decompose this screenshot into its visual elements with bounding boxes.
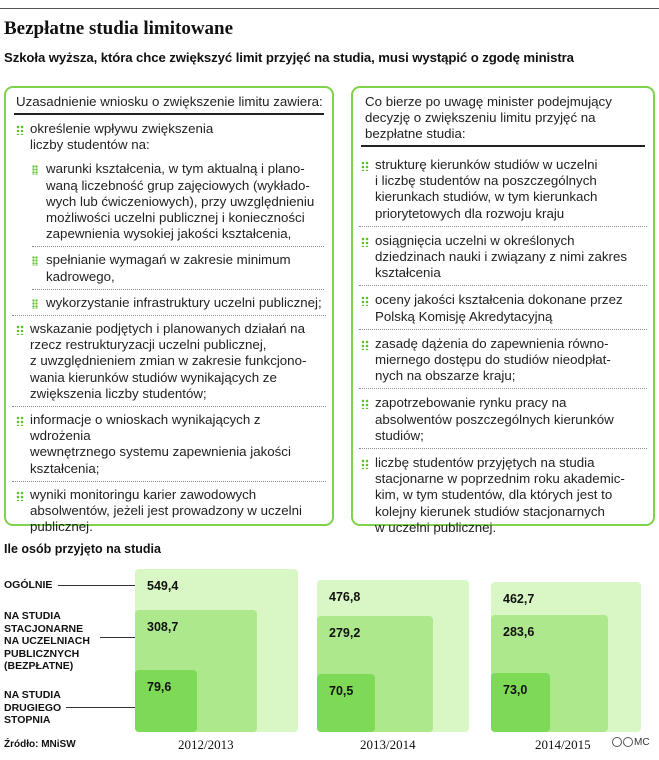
text-line: wewnętrznego systemu zapewnienia jakości bbox=[30, 444, 291, 460]
left-subitem-3 bbox=[32, 295, 324, 311]
text-line: PUBLICZNYCH bbox=[4, 647, 80, 660]
source-note: Źródło: MNiSW bbox=[4, 739, 76, 750]
text-line: możliwości uczelni publicznej i konieczności bbox=[46, 210, 305, 226]
divider bbox=[359, 448, 647, 449]
value-label: 308,7 bbox=[147, 619, 179, 634]
text-line: spełnianie wymagań w zakresie minimum bbox=[46, 252, 291, 268]
text-line: NA UCZELNIACH bbox=[4, 635, 90, 647]
divider bbox=[12, 481, 326, 482]
text-line: wych lub ćwiczeniowych), przy uwzględnieniu bbox=[46, 193, 315, 209]
right-item-5 bbox=[361, 395, 645, 444]
divider bbox=[32, 289, 324, 290]
text-line: decyzję o zwiększeniu limitu przyjęć na bbox=[365, 110, 596, 125]
text-line: stacjonarne w poprzednim roku akademic- bbox=[375, 471, 625, 487]
value-label: 279,2 bbox=[329, 625, 361, 640]
publisher-logo bbox=[612, 737, 650, 748]
text-line: NA STUDIA bbox=[4, 689, 61, 701]
text-line: NA STUDIA bbox=[4, 610, 61, 622]
text-line: STOPNIA bbox=[4, 714, 51, 726]
value-label: 70,5 bbox=[329, 683, 354, 698]
text-line: wskazanie podjętych i planowanych działań na bbox=[30, 321, 305, 337]
right-heading-rule bbox=[361, 145, 645, 147]
right-item-3 bbox=[361, 292, 645, 324]
text-line: Polską Komisję Akredytacyjną bbox=[375, 308, 553, 324]
sub-bullet-icon bbox=[32, 165, 38, 175]
left-subitem-2 bbox=[32, 252, 324, 284]
text-line: dziedzinach nauki i związany z nimi zakres bbox=[375, 249, 628, 265]
text-line: absolwentów, jeżeli jest prowadzony w uczelni bbox=[30, 503, 302, 519]
row-label-second bbox=[4, 689, 61, 727]
row-label-total bbox=[4, 579, 52, 592]
left-heading-rule bbox=[14, 113, 324, 115]
text-line: w uczelni publicznej. bbox=[375, 519, 497, 535]
text-line: wania kierunków studiów wynikających ze bbox=[30, 369, 277, 385]
divider bbox=[359, 226, 647, 227]
text-line: liczby studentów na: bbox=[30, 137, 150, 153]
text-line: nych na obszarze kraju; bbox=[375, 368, 516, 384]
bullet-icon bbox=[361, 399, 369, 409]
divider bbox=[359, 329, 647, 330]
page-subtitle: Szkoła wyższa, która chce zwiększyć limit przyjęć na studia, musi wystąpić o zgodę ministra bbox=[4, 50, 574, 65]
row-label-free bbox=[4, 610, 90, 673]
text-line: rzecz restrukturyzacji uczelni publicznej, bbox=[30, 337, 267, 353]
text-line: wyniki monitoringu karier zawodowych bbox=[30, 486, 257, 502]
year-label-2012: 2012/2013 bbox=[178, 737, 234, 752]
right-box-heading bbox=[353, 88, 653, 142]
connector-line bbox=[100, 637, 136, 638]
value-label: 73,0 bbox=[503, 682, 528, 697]
value-label: 79,6 bbox=[147, 679, 172, 694]
bullet-icon bbox=[361, 296, 369, 306]
text-line: kształcenia; bbox=[30, 460, 100, 476]
year-label-2014: 2014/2015 bbox=[535, 737, 591, 752]
text-line: z uwzględnieniem zmian w zakresie funkcjono- bbox=[30, 353, 307, 369]
text-line: warunki kształcenia, w tym aktualną i plano- bbox=[46, 161, 305, 177]
right-item-6 bbox=[361, 455, 645, 536]
left-item-2 bbox=[16, 321, 324, 402]
value-label: 283,6 bbox=[503, 624, 535, 639]
bullet-icon bbox=[361, 459, 369, 469]
text-line: oceny jakości kształcenia dokonane przez bbox=[375, 292, 623, 308]
square-second bbox=[317, 674, 375, 732]
logo-text: MC bbox=[634, 737, 650, 748]
text-line: strukturę kierunków studiów w uczelni bbox=[375, 157, 598, 172]
text-line: (BEZPŁATNE) bbox=[4, 660, 74, 672]
text-line: miernego dostępu do studiów nieodpłat- bbox=[375, 352, 611, 368]
text-line: kierunkach studiów, w tym kierunkach bbox=[375, 189, 598, 205]
copyright-circle-icon bbox=[623, 737, 633, 747]
left-item-1 bbox=[16, 121, 324, 153]
divider bbox=[32, 246, 324, 247]
square-second bbox=[491, 673, 550, 732]
text-line: kim, w tym studentów, dla których jest to bbox=[375, 487, 613, 503]
divider bbox=[12, 315, 326, 316]
year-label-2013: 2013/2014 bbox=[360, 737, 416, 752]
text-line: i liczbę studentów na poszczególnych bbox=[375, 173, 597, 189]
text-line: zapewnienia wysokiej jakości kształcenia, bbox=[46, 226, 292, 242]
connector-line bbox=[58, 585, 136, 586]
left-subitem-1 bbox=[32, 161, 324, 242]
text-line: bezpłatne studia: bbox=[365, 126, 466, 141]
text-line: OGÓLNIE bbox=[4, 579, 53, 591]
text-line: określenie wpływu zwiększenia bbox=[30, 121, 214, 136]
text-line: publicznej. bbox=[30, 519, 93, 535]
copyright-circle-icon bbox=[612, 737, 622, 747]
text-line: STACJONARNE bbox=[4, 622, 84, 635]
left-box-heading: Uzasadnienie wniosku o zwiększenie limitu zawiera: bbox=[16, 94, 323, 109]
chart-title: Ile osób przyjęto na studia bbox=[4, 542, 161, 556]
text-line: zasadę dążenia do zapewnienia równo- bbox=[375, 335, 609, 351]
text-line: kolejny kierunek studiów stacjonarnych bbox=[375, 503, 605, 519]
connector-line bbox=[66, 707, 136, 708]
bullet-icon bbox=[16, 416, 24, 426]
text-line: zapotrzebowanie rynku pracy na bbox=[375, 395, 567, 411]
right-info-box bbox=[351, 86, 655, 535]
left-item-3 bbox=[16, 412, 324, 477]
text-line: zwiększenia liczby studentów; bbox=[30, 385, 207, 401]
text-line: informacje o wnioskach wynikających z wdrożenia bbox=[30, 412, 261, 444]
value-label: 462,7 bbox=[503, 592, 535, 607]
divider bbox=[12, 406, 326, 407]
bullet-icon bbox=[361, 161, 369, 171]
text-line: wykorzystanie infrastruktury uczelni publicznej; bbox=[46, 294, 322, 310]
text-line: studiów; bbox=[375, 427, 424, 443]
left-info-box bbox=[4, 86, 334, 535]
sub-bullet-icon bbox=[32, 299, 38, 309]
bullet-icon bbox=[16, 125, 24, 135]
sub-bullet-icon bbox=[32, 256, 38, 266]
text-line: kształcenia bbox=[375, 265, 441, 281]
right-item-4 bbox=[361, 336, 645, 385]
bullet-icon bbox=[361, 340, 369, 350]
top-rule bbox=[0, 8, 659, 9]
bullet-icon bbox=[16, 325, 24, 335]
divider bbox=[359, 388, 647, 389]
text-line: Co bierze po uwagę minister podejmujący bbox=[365, 94, 612, 109]
text-line: kadrowego, bbox=[46, 268, 115, 284]
value-label: 476,8 bbox=[329, 590, 361, 605]
value-label: 549,4 bbox=[147, 579, 179, 593]
bullet-icon bbox=[361, 237, 369, 247]
text-line: waną liczebność grup zajęciowych (wykłado- bbox=[46, 177, 310, 193]
divider bbox=[359, 285, 647, 286]
text-line: osiągnięcia uczelni w określonych bbox=[375, 232, 575, 248]
left-item-4 bbox=[16, 487, 324, 536]
bullet-icon bbox=[16, 491, 24, 501]
page-title: Bezpłatne studia limitowane bbox=[4, 18, 234, 39]
text-line: liczbę studentów przyjętych na studia bbox=[375, 455, 595, 471]
right-item-2 bbox=[361, 233, 645, 282]
text-line: priorytetowych dla rozwoju kraju bbox=[375, 205, 565, 221]
text-line: absolwentów poszczególnych kierunków bbox=[375, 411, 614, 427]
text-line: DRUGIEGO bbox=[4, 701, 62, 714]
right-item-1 bbox=[361, 157, 645, 222]
